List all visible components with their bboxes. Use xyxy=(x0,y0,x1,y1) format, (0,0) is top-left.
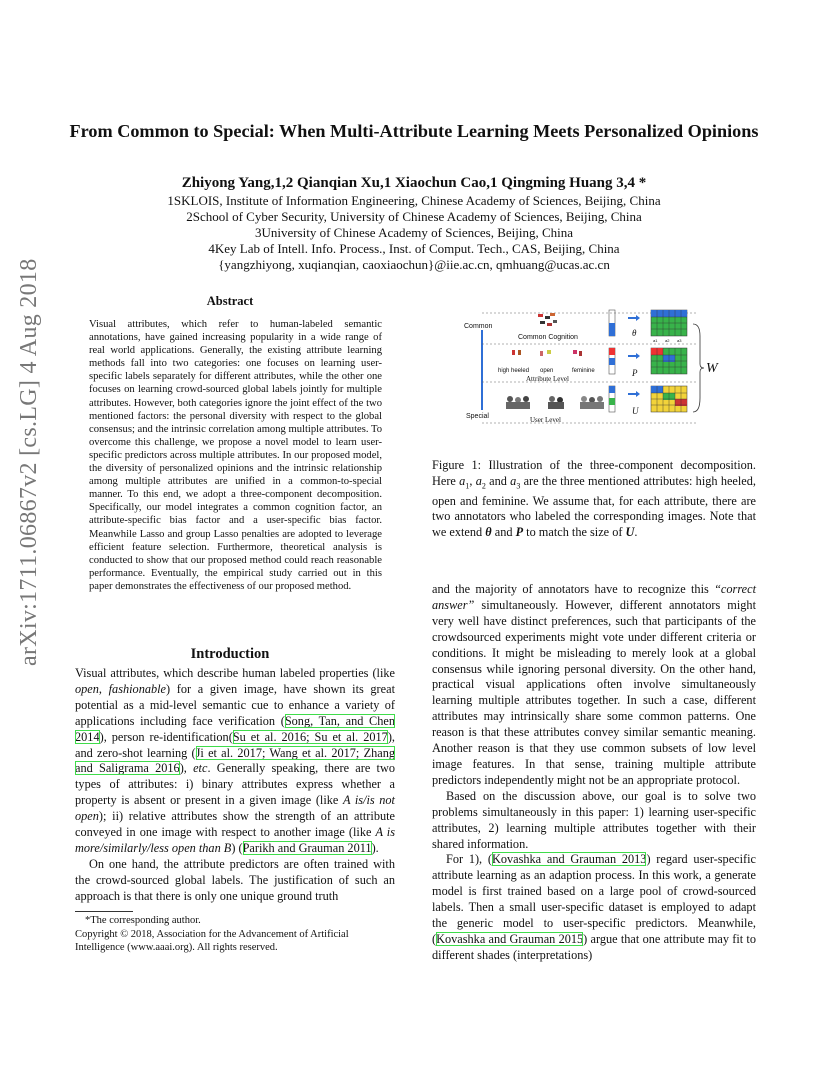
w-brace xyxy=(693,324,704,412)
affiliation-2: 2School of Cyber Security, University of Chinese Academy of Sciences, Beijing, China xyxy=(186,209,642,224)
affiliation-3: 3University of Chinese Academy of Sciences, Beijing, China xyxy=(254,225,574,240)
introduction-heading: Introduction xyxy=(190,646,270,662)
affiliation-4: 4Key Lab of Intell. Info. Process., Inst. of Comput. Tech., CAS, Beijing, China xyxy=(208,241,620,256)
figure-1-graphic xyxy=(462,306,722,426)
common-cognition-label: Common Cognition xyxy=(518,334,578,341)
copyright-notice: Copyright © 2018, Association for the Advancement of Artificial Intelligence (www.aaai.org). All rights reserved. xyxy=(75,929,349,953)
theta-vector-fill xyxy=(609,323,615,336)
theta-symbol: θ xyxy=(632,328,637,338)
abstract-body: Visual attributes, which refer to human-labeled semantic annotations, have gained increasing popularity in a wide range of real world applications. Generally, the existing attribute learning methods fall into two categories: one focuses on learning user-specific labels separately for different attributes, while the other one focuses on learning crowd-sourced global labels jointly for multiple attributes. However, both categories ignore the joint effect of the two mentioned factors: the personal diversity with respect to the global consensus; and the intrinsic correlation among multiple attributes. To overcome this challenge, we propose a novel model to learn user-specific predictors across multiple attributes. In our proposed model, the diversity of personalized opinions and the intrinsic relationship among multiple attributes are unified in a common-to-special manner. To this end, we adopt a three-component decomposition. Specifically, our model integrates a common cognition factor, an attribute-specific bias factor and a user-specific bias factor. Meanwhile Lasso and group Lasso penalties are adopted to leverage efficient feature selection. Furthermore, theoretical analysis is conducted to show that our proposed method could reach reasonable performance. Eventually, the empirical study carried out in this paper demonstrates the effectiveness of our proposed method. xyxy=(89,319,382,592)
p-vector-fill xyxy=(609,358,615,365)
a1-label: a1 xyxy=(653,338,658,343)
user-level-label: User Level xyxy=(530,416,561,424)
citation-link[interactable]: Kovashka and Grauman 2015 xyxy=(436,931,584,946)
theta-grid xyxy=(651,310,687,336)
right-paragraph-1: and the majority of annotators have to recognize this “correct answer” simultaneously. However, different annotators might very well have distinct preferences, such that participants of the crowdsourced experiments might vote under different criteria or conditions. It might be misleading to merely look at a global consensus while ignoring personal diversity. On the other hand, practical visual applications often involve simultaneously learning multiple attributes together. In such a case, different attributes may intrinsically share some common patterns. One reason is that these attributes convey similar semantic meaning. Another reason is that they use common subsets of low level image features. In that sense, training multiple attribute predictors independently might not be an appropriate protocol. xyxy=(432,582,756,787)
intro-paragraph-1: Visual attributes, which describe human labeled properties (like open, fashionable) for a given image, have shown its great potential as a mid-level semantic cue to enhance a variety of applications including face verification (Song, Tan, and Chen 2014), person re-identification(Su et al. 2016; Su et al. 2017), and zero-shot learning (Ji et al. 2017; Wang et al. 2017; Zhang and Saligrama 2016), etc. Generally speaking, there are two types of attributes: i) binary attributes express whether a property is absent or present in a given image (like A is/is not open); ii) relative attributes show the strength of an attribute conveyed in one image with respect to another image (like A is more/similarly/less open than B) (Parikh and Grauman 2011). xyxy=(75,666,396,855)
u-grid xyxy=(651,386,687,412)
intro-column-right xyxy=(432,582,756,964)
arxiv-identifier: arXiv:1711.06867v2 [cs.LG] 4 Aug 2018 xyxy=(16,258,42,666)
abstract-heading: Abstract xyxy=(206,294,254,308)
p-symbol: P xyxy=(632,368,638,378)
citation-link[interactable]: Ji et al. 2017; Wang et al. 2017; Zhang and Saligrama 2016 xyxy=(75,745,395,776)
right-paragraph-2: Based on the discussion above, our goal is to solve two problems simultaneously in this paper: 1) learning user-specific attributes, 2) learning multiple attributes together with their shared information. xyxy=(432,788,756,851)
footnote: *The corresponding author. xyxy=(85,915,201,926)
author-emails: {yangzhiyong, xuqianqian, caoxiaochun}@iie.ac.cn, qmhuang@ucas.ac.cn xyxy=(218,257,610,272)
u-vector-fill xyxy=(609,398,615,405)
affiliation-1: 1SKLOIS, Institute of Information Engineering, Chinese Academy of Sciences, Beijing, China xyxy=(167,193,661,208)
author-list: Zhiyong Yang,1,2 Qianqian Xu,1 Xiaochun Cao,1 Qingming Huang 3,4 * xyxy=(181,175,647,191)
footnote-rule xyxy=(75,911,133,912)
citation-link[interactable]: Kovashka and Grauman 2013 xyxy=(491,852,647,867)
p-grid xyxy=(651,348,687,374)
right-paragraph-3: For 1), (Kovashka and Grauman 2013) regard user-specific attribute learning as an adaption process. In this work, a generate model is first trained based on a large pool of crowd-sourced labels. Then a small user-specific dataset is employed to adapt the generic model to user-specific predictors. Meanwhile, (Kovashka and Grauman 2015) argue that one attribute may fit to different shades (interpretations) xyxy=(432,852,756,962)
arrow-icon xyxy=(628,353,640,359)
a3-label: a3 xyxy=(677,338,682,343)
arrow-icon xyxy=(628,391,640,397)
figure-1-caption: Figure 1: Illustration of the three-component decomposition. Here $a_1$, $a_2$ and $a_3$ are the three mentioned attributes: high heeled, open and feminine. We assume that, for each attribute, there are two annotators who labeled the corresponding images. Note that we extend θ and P to match the size of U. xyxy=(432,458,756,539)
figure-1 xyxy=(462,306,722,426)
attr-label-open: open xyxy=(540,368,554,374)
w-symbol: W xyxy=(706,361,718,376)
u-symbol: U xyxy=(632,406,639,416)
u-vector-fill xyxy=(609,386,615,393)
citation-link[interactable]: Su et al. 2016; Su et al. 2017 xyxy=(232,729,388,744)
attribute-level-label: Attribute Level xyxy=(526,375,569,383)
p-vector-fill xyxy=(609,348,615,355)
citation-link[interactable]: Parikh and Grauman 2011 xyxy=(242,840,372,855)
a2-label: a2 xyxy=(665,338,670,343)
intro-column-left xyxy=(75,666,395,905)
attr-label-feminine: feminine xyxy=(572,368,595,374)
paper-title: From Common to Special: When Multi-Attribute Learning Meets Personalized Opinions xyxy=(69,121,759,141)
intro-paragraph-2: On one hand, the attribute predictors are often trained with the crowd-sourced global labels. The justification of such an approach is that there is only one unique ground truth xyxy=(75,856,395,903)
citation-link[interactable]: Song, Tan, and Chen 2014 xyxy=(75,713,396,744)
common-label: Common xyxy=(464,323,493,330)
arrow-icon xyxy=(628,315,640,321)
annotators-icon xyxy=(506,396,604,409)
attr-label-high-heeled: high heeled xyxy=(498,368,530,374)
special-label: Special xyxy=(466,413,489,420)
